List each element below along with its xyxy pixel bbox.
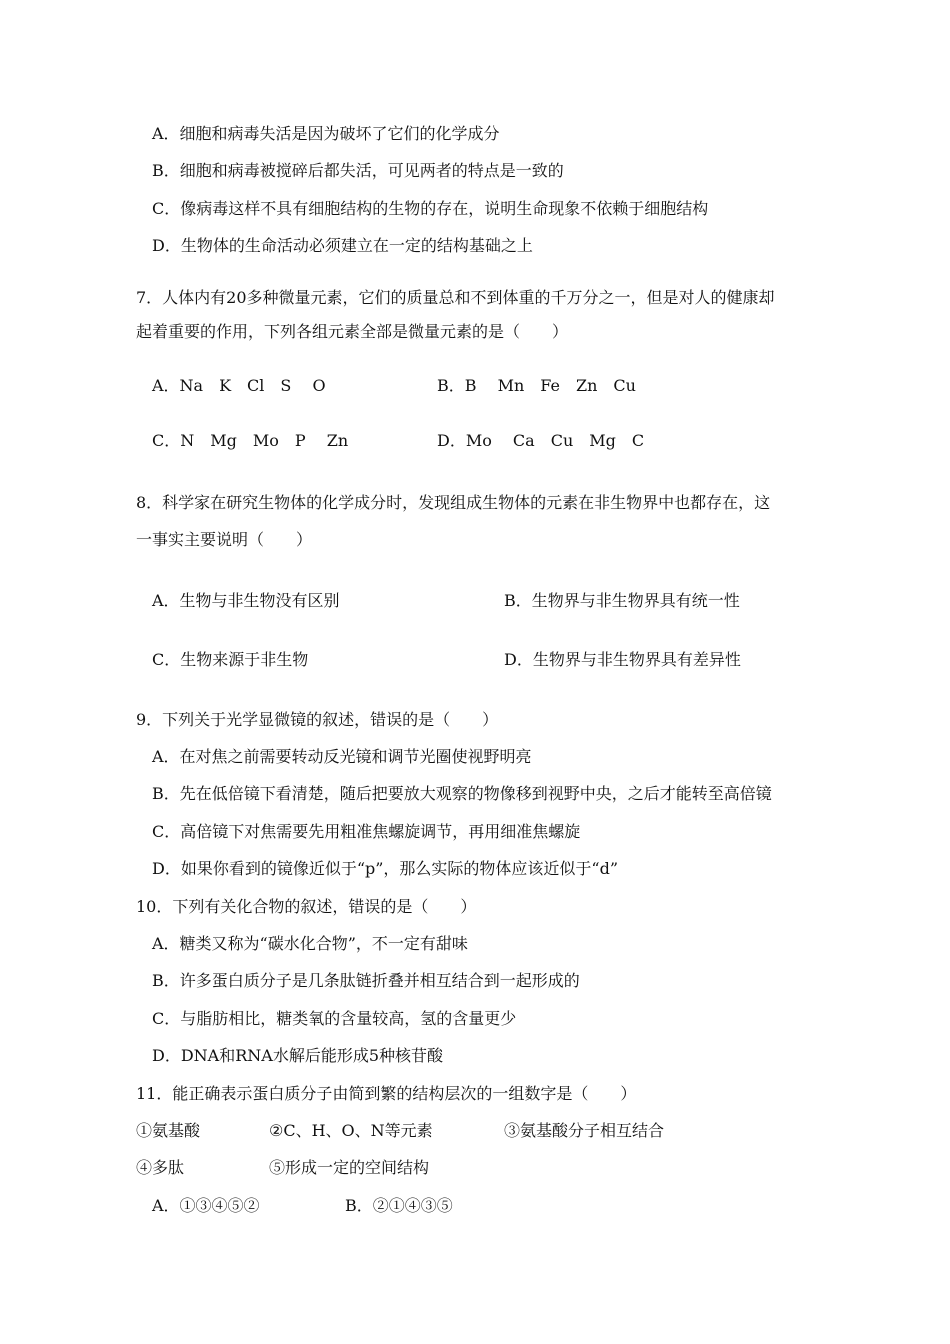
q8-option-b: B．生物界与非生物界具有统一性 <box>504 591 740 610</box>
q11-item-4: ④多肽 <box>136 1158 185 1177</box>
q11-option-b: B．②①④③⑤ <box>345 1196 453 1215</box>
q6-option-a: A．细胞和病毒失活是因为破坏了它们的化学成分 <box>152 124 500 143</box>
q9-option-c: C．高倍镜下对焦需要先用粗准焦螺旋调节，再用细准焦螺旋 <box>152 822 581 841</box>
q8-option-d: D．生物界与非生物界具有差异性 <box>504 650 741 669</box>
q7-option-d: D．Mo Ca Cu Mg C <box>437 431 645 450</box>
q8-stem-line2: 一事实主要说明（ ） <box>136 530 313 549</box>
q7-stem-line1: 7．人体内有20多种微量元素，它们的质量总和不到体重的千万分之一，但是对人的健康却 <box>136 288 775 307</box>
q11-item-2: ②C、H、O、N等元素 <box>269 1121 433 1140</box>
q9-option-d: D．如果你看到的镜像近似于“p”，那么实际的物体应该近似于“d” <box>152 859 619 878</box>
q8-option-a: A．生物与非生物没有区别 <box>152 591 340 610</box>
q11-item-5: ⑤形成一定的空间结构 <box>269 1158 430 1177</box>
q7-option-c: C．N Mg Mo P Zn <box>152 431 349 450</box>
q9-stem: 9．下列关于光学显微镜的叙述，错误的是（ ） <box>136 710 499 729</box>
q7-option-a: A．Na K Cl S O <box>152 376 326 395</box>
q10-option-a: A．糖类又称为“碳水化合物”，不一定有甜味 <box>152 934 468 953</box>
q6-option-d: D．生物体的生命活动必须建立在一定的结构基础之上 <box>152 236 533 255</box>
q8-stem-line1: 8．科学家在研究生物体的化学成分时，发现组成生物体的元素在非生物界中也都存在，这 <box>136 493 771 512</box>
q10-stem: 10．下列有关化合物的叙述，错误的是（ ） <box>136 897 477 916</box>
q9-option-b: B．先在低倍镜下看清楚，随后把要放大观察的物像移到视野中央，之后才能转至高倍镜 <box>152 784 772 803</box>
q10-option-c: C．与脂肪相比，糖类氧的含量较高，氢的含量更少 <box>152 1009 517 1028</box>
q11-stem: 11．能正确表示蛋白质分子由简到繁的结构层次的一组数字是（ ） <box>136 1084 637 1103</box>
q6-option-b: B．细胞和病毒被搅碎后都失活，可见两者的特点是一致的 <box>152 161 564 180</box>
q9-option-a: A．在对焦之前需要转动反光镜和调节光圈使视野明亮 <box>152 747 532 766</box>
q6-option-c: C．像病毒这样不具有细胞结构的生物的存在，说明生命现象不依赖于细胞结构 <box>152 199 709 218</box>
q8-option-c: C．生物来源于非生物 <box>152 650 309 669</box>
q11-item-3: ③氨基酸分子相互结合 <box>504 1121 665 1140</box>
q11-item-1: ①氨基酸 <box>136 1121 201 1140</box>
q10-option-d: D．DNA和RNA水解后能形成5种核苷酸 <box>152 1046 443 1065</box>
q7-option-b: B．B Mn Fe Zn Cu <box>437 376 636 395</box>
q10-option-b: B．许多蛋白质分子是几条肽链折叠并相互结合到一起形成的 <box>152 971 580 990</box>
q11-option-a: A．①③④⑤② <box>152 1196 260 1215</box>
q7-stem-line2: 起着重要的作用，下列各组元素全部是微量元素的是（ ） <box>136 322 569 341</box>
